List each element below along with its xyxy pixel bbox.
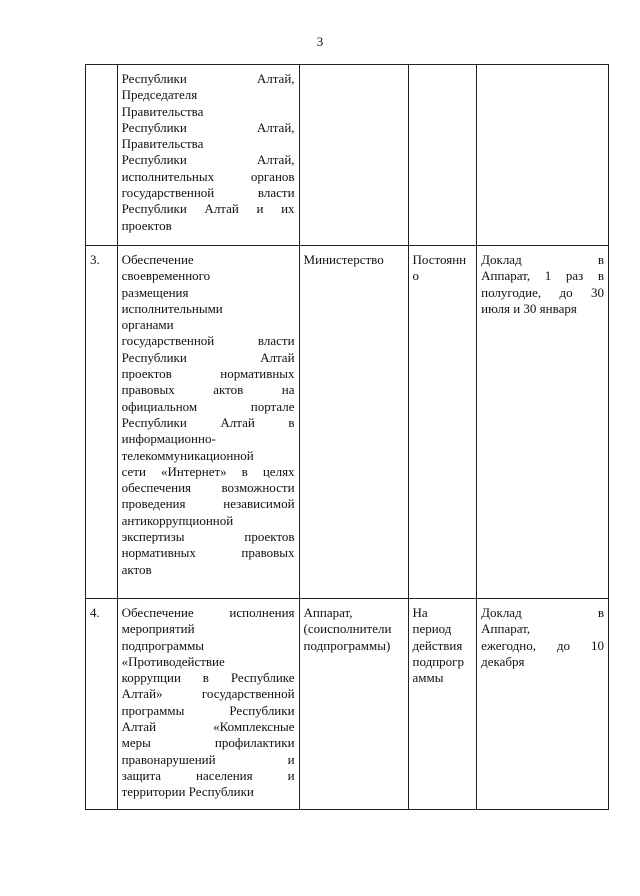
report-text-line: июля и 30 января bbox=[481, 300, 577, 316]
report-text-line: Доклад в bbox=[481, 605, 604, 620]
term-text-cell bbox=[408, 599, 477, 810]
measure-text-line: коррупции в Республике bbox=[121, 670, 295, 686]
measure-text-line: Республики Алтай, bbox=[121, 71, 295, 86]
page-number: 3 bbox=[316, 34, 324, 49]
table-row bbox=[86, 599, 609, 810]
term-text-line: подпрогр bbox=[412, 653, 464, 669]
measure-text-line: Республики Алтай, bbox=[121, 119, 295, 135]
measure-text-line: сети «Интернет» в целях bbox=[121, 463, 295, 479]
executor-text-line: (соисполнители bbox=[303, 621, 392, 637]
measure-text-line: актов bbox=[121, 561, 152, 577]
report-text-line: Аппарат, bbox=[481, 621, 531, 637]
measure-text-line: Обеспечение bbox=[121, 252, 194, 267]
measure-text-line: Обеспечение исполнения bbox=[121, 605, 295, 620]
measure-text-line: Председателя bbox=[121, 87, 198, 103]
row-number-cell bbox=[86, 246, 118, 599]
measure-text-line: органами bbox=[121, 317, 174, 333]
report-text-line: ежегодно, до 10 bbox=[481, 637, 604, 653]
measure-text-line: территории Республики bbox=[121, 784, 254, 800]
table-row bbox=[86, 246, 609, 599]
term-text-line: о bbox=[412, 268, 419, 284]
measure-text-line: подпрограммы bbox=[121, 637, 205, 653]
measure-text-line: Правительства bbox=[121, 136, 204, 152]
report-text-line: Аппарат, 1 раз в bbox=[481, 268, 604, 284]
measure-text-line: защита населения и bbox=[121, 767, 295, 783]
measure-text-line: проектов bbox=[121, 217, 172, 233]
measure-text-line: государственной власти bbox=[121, 333, 295, 349]
term-text-line: аммы bbox=[412, 670, 444, 686]
term-text-line: действия bbox=[412, 637, 463, 653]
term-text-cell bbox=[408, 65, 477, 246]
measure-text-line: правонарушений и bbox=[121, 751, 295, 767]
row-number-cell bbox=[86, 599, 118, 810]
measure-text-line: телекоммуникационной bbox=[121, 447, 254, 463]
measure-text-line: Республики Алтай в bbox=[121, 414, 295, 430]
measure-text-line: исполнительных органов bbox=[121, 168, 295, 184]
measure-text-line: Алтай «Комплексные bbox=[121, 719, 295, 735]
executor-text: Министерство bbox=[303, 252, 384, 267]
measure-text-line: антикоррупционной bbox=[121, 512, 234, 528]
measure-text-line: обеспечения возможности bbox=[121, 480, 295, 496]
measure-text-line: Алтай» государственной bbox=[121, 686, 295, 702]
executor-text-cell bbox=[299, 65, 408, 246]
measure-text-line: Правительства bbox=[121, 103, 204, 119]
report-text-line: полугодие, до 30 bbox=[481, 284, 604, 300]
report-text-line: Доклад в bbox=[481, 252, 604, 267]
measure-text-line: программы Республики bbox=[121, 702, 295, 718]
measure-text-line: нормативных правовых bbox=[121, 545, 295, 561]
executor-text-line: подпрограммы) bbox=[303, 637, 391, 653]
measure-text-line: проведения независимой bbox=[121, 496, 295, 512]
measure-text-line: исполнительными bbox=[121, 300, 223, 316]
executor-text-cell bbox=[299, 246, 408, 599]
measure-text-line: Республики Алтай и их bbox=[121, 201, 295, 217]
term-text-line: период bbox=[412, 621, 452, 637]
executor-text-cell bbox=[299, 599, 408, 810]
measure-text-line: официальном портале bbox=[121, 398, 295, 414]
measure-text-line: мероприятий bbox=[121, 621, 195, 637]
row-number: 4. bbox=[90, 605, 100, 620]
report-text-line: декабря bbox=[481, 653, 525, 669]
measure-text-line: размещения bbox=[121, 284, 189, 300]
measure-text-line: правовых актов на bbox=[121, 382, 295, 398]
measure-text-line: меры профилактики bbox=[121, 735, 295, 751]
row-number-cell bbox=[86, 65, 118, 246]
measure-text-line: «Противодействие bbox=[121, 653, 225, 669]
term-text-line: Постоянн bbox=[412, 252, 467, 267]
measure-text-line: Республики Алтай, bbox=[121, 152, 295, 168]
measure-text-line: информационно- bbox=[121, 431, 216, 447]
measures-table bbox=[85, 64, 609, 810]
measure-text-line: своевременного bbox=[121, 268, 211, 284]
measure-text-line: экспертизы проектов bbox=[121, 529, 295, 545]
term-text-cell bbox=[408, 246, 477, 599]
executor-text-line: Аппарат, bbox=[303, 605, 353, 620]
report-text-cell bbox=[477, 246, 609, 599]
term-text-line: На bbox=[412, 605, 428, 620]
measure-text-cell bbox=[117, 246, 299, 599]
measure-text-line: государственной власти bbox=[121, 185, 295, 201]
measure-text-line: Республики Алтай bbox=[121, 349, 295, 365]
report-text-cell bbox=[477, 599, 609, 810]
measure-text-cell bbox=[117, 599, 299, 810]
row-number: 3. bbox=[90, 252, 100, 267]
measure-text-cell bbox=[117, 65, 299, 246]
measure-text-line: проектов нормативных bbox=[121, 366, 295, 382]
report-text-cell bbox=[477, 65, 609, 246]
table-row bbox=[86, 65, 609, 246]
